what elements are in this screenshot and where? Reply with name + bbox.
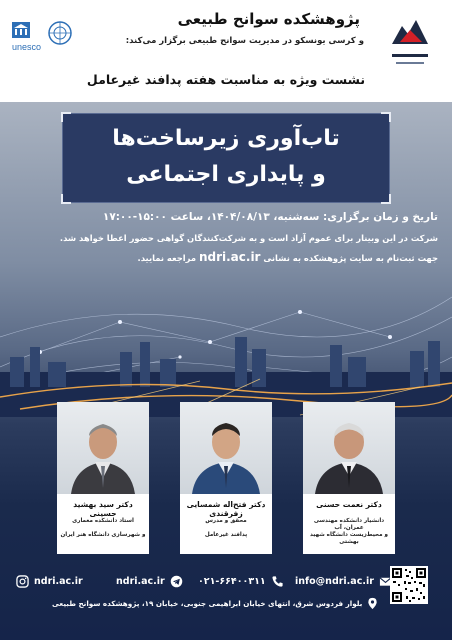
frame-corner (381, 194, 391, 204)
frame-corner (381, 112, 391, 122)
qr-code-icon[interactable] (390, 566, 428, 604)
speaker-card (57, 402, 149, 554)
address-text: بلوار فردوس شرق، انتهای خیابان ابراهیمی جنوبی، خیابان ۱۹، پژوهشکده سوانح طبیعی (52, 599, 363, 608)
speaker-photo (303, 402, 395, 494)
speaker-role: دانشیار دانشکده مهندسی عمران، آب (313, 518, 385, 531)
title-line-1: تاب‌آوری زیرساخت‌ها (112, 126, 340, 151)
instagram-icon (16, 575, 29, 588)
email-address: info@ndri.ac.ir (295, 575, 374, 587)
address-row (52, 597, 384, 610)
speaker-photo (57, 402, 149, 494)
telegram-contact[interactable] (116, 573, 183, 589)
speaker-role: و شهرسازی دانشگاه هنر ایران (60, 532, 146, 538)
speaker-card (303, 402, 395, 554)
main-section (0, 102, 452, 640)
registration-note (14, 250, 438, 264)
email-contact[interactable] (295, 573, 392, 589)
frame-corner (61, 194, 71, 204)
phone-icon (271, 575, 284, 588)
participation-note: شرکت در این وبینار برای عموم آزاد است و به شرکت‌کنندگان گواهی حضور اعطا خواهد شد. (59, 233, 438, 243)
speaker-name: دکتر نعمت حسنی (316, 500, 382, 509)
registration-suffix: مراجعه نمایید. (137, 253, 197, 263)
speaker-photo (180, 402, 272, 494)
location-icon (366, 597, 379, 610)
registration-prefix: جهت ثبت‌نام به سایت پژوهشکده به نشانی (263, 253, 438, 263)
speaker-role: محقق و مدرس (205, 518, 247, 524)
telegram-icon (170, 575, 183, 588)
instagram-contact[interactable] (16, 573, 83, 589)
speaker-name: دکتر فتح‌اله شمسایی زفرقندی (186, 500, 266, 518)
event-datetime: تاریخ و زمان برگزاری: سه‌شنبه، ۱۴۰۴/۰۸/۱۳، ساعت ۱۵:۰۰-۱۷:۰۰ (102, 211, 438, 223)
telegram-handle: ndri.ac.ir (116, 575, 165, 587)
instagram-handle: ndri.ac.ir (34, 575, 83, 587)
speaker-role: پدافند غیرعامل (204, 532, 248, 538)
title-box (62, 113, 390, 203)
event-line: نشست ویژه به مناسبت هفته پدافند غیرعامل (86, 72, 366, 87)
org-subtitle: و کرسی یونسکو در مدیریت سوانح طبیعی برگزار می‌کند: (125, 36, 364, 46)
speaker-card (180, 402, 272, 554)
org-title: پژوهشکده سوانح طبیعی (177, 10, 360, 28)
speaker-role: استاد دانشکده معماری (72, 518, 134, 524)
header (0, 0, 452, 102)
registration-link[interactable]: ndri.ac.ir (198, 250, 261, 264)
ndri-logo (382, 12, 438, 76)
frame-corner (61, 112, 71, 122)
speaker-role: و محیط‌زیست دانشگاه شهید بهشتی (310, 532, 388, 545)
speaker-name: دکتر سید بهشید حسینی (73, 500, 133, 518)
svg-text:unesco: unesco (12, 42, 42, 52)
title-line-2: و پایداری اجتماعی (126, 162, 326, 187)
phone-number: ۰۲۱-۶۶۴۰۰۳۱۱ (198, 575, 266, 587)
phone-contact[interactable] (198, 573, 284, 589)
